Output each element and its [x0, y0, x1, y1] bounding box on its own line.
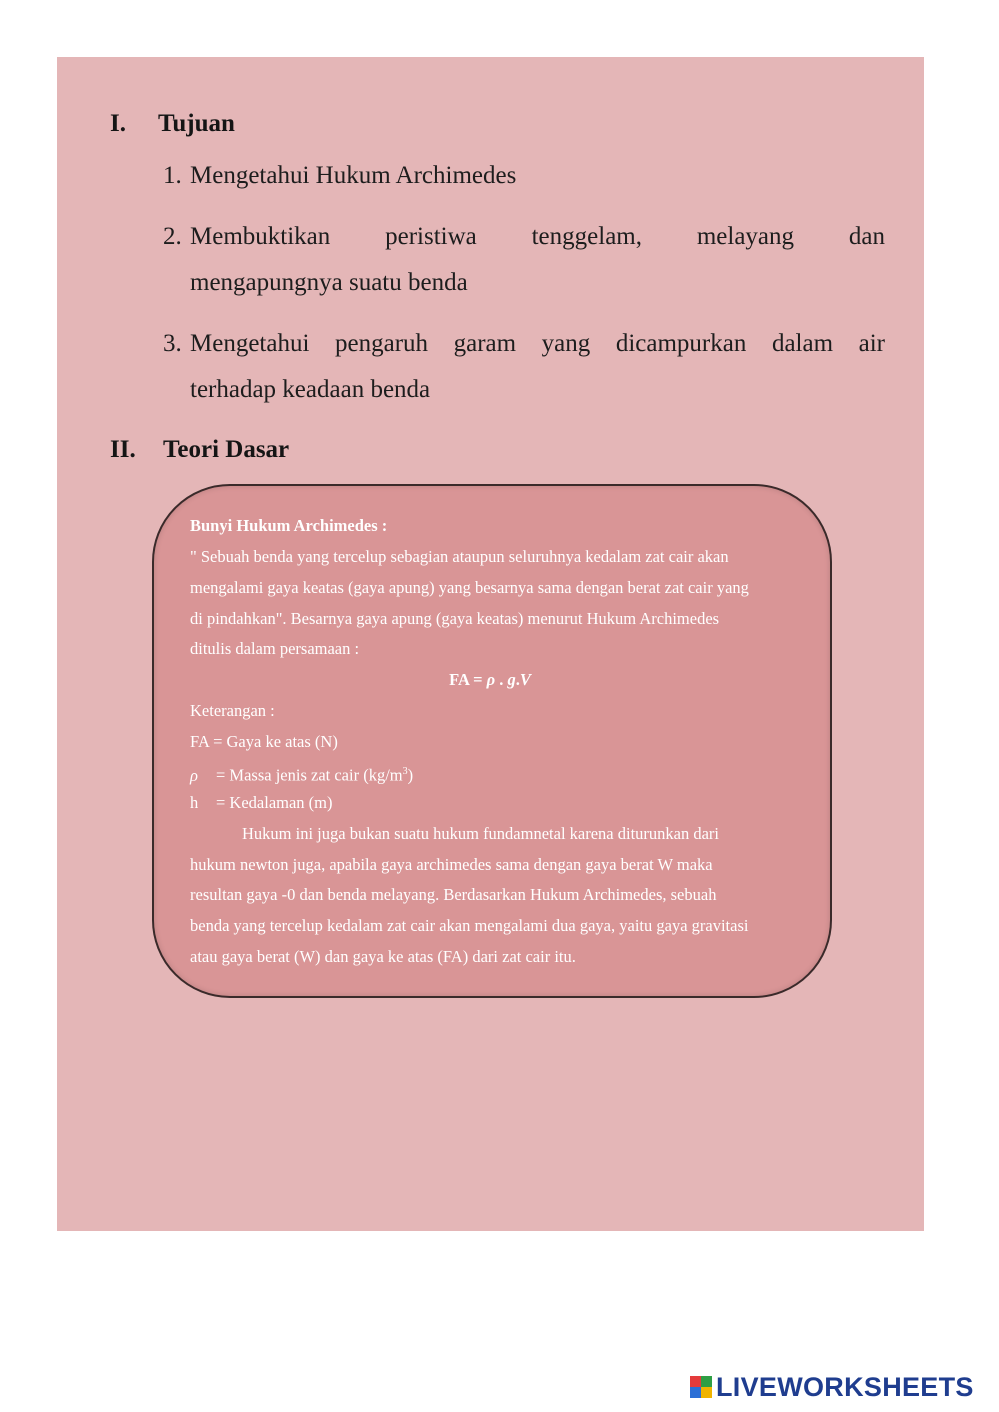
section-heading-teori-dasar: [110, 436, 289, 464]
theory-text-line: benda yang tercelup kedalam zat cair akan mengalami dua gaya, yaitu gaya gravitasi: [190, 916, 749, 935]
legend-title: Keterangan :: [190, 701, 275, 720]
legend-fa: FA = Gaya ke atas (N): [190, 732, 338, 751]
legend-key: ρ: [190, 765, 198, 785]
goal-item-2: [163, 214, 885, 306]
theory-box-title: Bunyi Hukum Archimedes :: [190, 516, 388, 535]
section-title: Teori Dasar: [163, 436, 290, 463]
section-title: Tujuan: [158, 110, 235, 137]
goal-text-line: Membuktikan peristiwa tenggelam, melayang dan: [190, 223, 885, 250]
formula-rho: ρ: [486, 670, 496, 689]
formula-dot: .: [515, 670, 520, 689]
legend-h: [190, 793, 800, 813]
theory-text-line: atau gaya berat (W) dan gaya ke atas (FA) dari zat cair itu.: [190, 947, 576, 966]
legend-superscript: 3: [402, 766, 408, 777]
section-heading-tujuan: [110, 110, 235, 138]
archimedes-formula: [190, 670, 790, 690]
theory-text-line: Hukum ini juga bukan suatu hukum fundamnetal karena diturunkan dari: [242, 824, 720, 843]
formula-v: V: [519, 670, 531, 689]
goal-text-line: Mengetahui pengaruh garam yang dicampurkan dalam air: [190, 330, 885, 357]
logo-text: LIVEWORKSHEETS: [716, 1371, 974, 1402]
goal-text: [190, 214, 885, 306]
goal-number: 2.: [163, 223, 182, 250]
legend-rho: [190, 762, 800, 786]
theory-text-line: " Sebuah benda yang tercelup sebagian ataupun seluruhnya kedalam zat cair akan: [190, 547, 729, 566]
legend-text: = Kedalaman (m): [216, 793, 333, 812]
liveworksheets-logo-icon: [690, 1376, 712, 1398]
liveworksheets-logo: [690, 1372, 974, 1402]
goal-item-3: [163, 321, 885, 413]
formula-dot: .: [495, 670, 508, 689]
goal-number: 1.: [163, 162, 182, 189]
section-number: I.: [110, 110, 126, 137]
theory-text-line: ditulis dalam persamaan :: [190, 639, 360, 658]
goal-text-line: mengapungnya suatu benda: [190, 269, 468, 296]
goal-item-1: [163, 153, 885, 199]
goal-text: Mengetahui Hukum Archimedes: [190, 162, 517, 189]
formula-lhs: FA =: [449, 670, 487, 689]
goal-text: [190, 321, 885, 413]
theory-text-line: mengalami gaya keatas (gaya apung) yang besarnya sama dengan berat zat cair yang: [190, 578, 749, 597]
goal-number: 3.: [163, 330, 182, 357]
theory-text-line: di pindahkan". Besarnya gaya apung (gaya keatas) menurut Hukum Archimedes: [190, 609, 720, 628]
section-number: II.: [110, 436, 136, 463]
goal-text-line: terhadap keadaan benda: [190, 376, 431, 403]
theory-text-line: hukum newton juga, apabila gaya archimedes sama dengan gaya berat W maka: [190, 855, 713, 874]
legend-text: = Massa jenis zat cair (kg/m: [216, 765, 403, 785]
legend-text: ): [407, 765, 414, 785]
formula-g: g: [507, 670, 516, 689]
legend-key: h: [190, 793, 199, 812]
theory-text-line: resultan gaya -0 dan benda melayang. Berdasarkan Hukum Archimedes, sebuah: [190, 885, 717, 904]
